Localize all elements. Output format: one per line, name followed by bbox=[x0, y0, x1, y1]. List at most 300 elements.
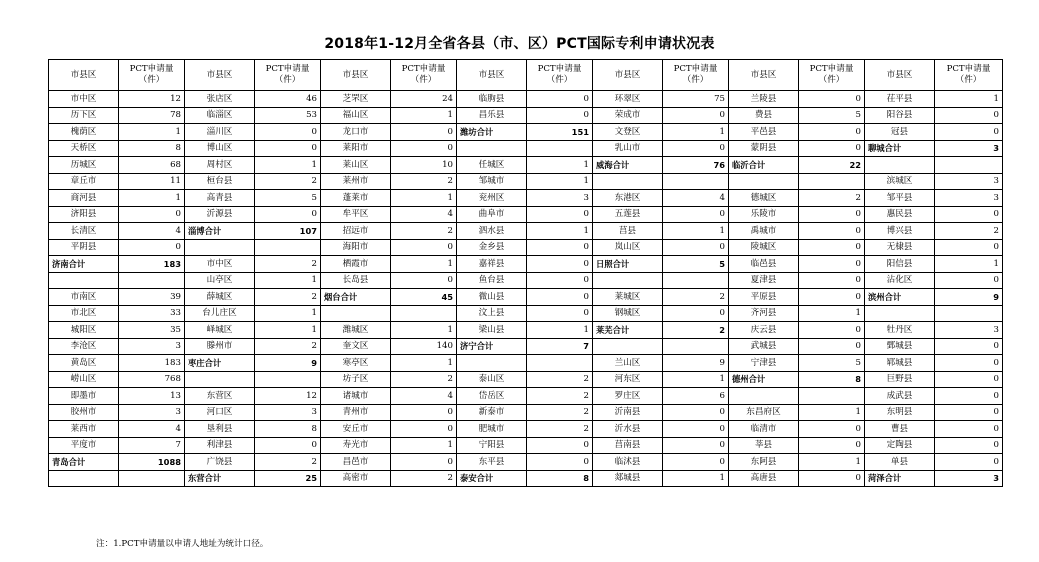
district-name: 市北区 bbox=[49, 305, 119, 322]
pct-count: 39 bbox=[119, 289, 185, 306]
district-name: 临沭县 bbox=[593, 454, 663, 471]
district-name: 东港区 bbox=[593, 190, 663, 207]
district-name: 寿光市 bbox=[321, 437, 391, 454]
district-name: 淄川区 bbox=[185, 124, 255, 141]
pct-count bbox=[255, 371, 321, 388]
pct-count: 2 bbox=[935, 223, 1003, 240]
district-name: 泰山区 bbox=[457, 371, 527, 388]
pct-count: 2 bbox=[391, 371, 457, 388]
header-name: 市县区 bbox=[729, 60, 799, 91]
table-body bbox=[49, 91, 1003, 487]
district-name: 成武县 bbox=[865, 388, 935, 405]
pct-count: 0 bbox=[799, 289, 865, 306]
subtotal-label: 济南合计 bbox=[49, 256, 119, 273]
district-name: 高密市 bbox=[321, 470, 391, 487]
district-name: 阳信县 bbox=[865, 256, 935, 273]
district-name: 嘉祥县 bbox=[457, 256, 527, 273]
district-name bbox=[593, 173, 663, 190]
pct-count: 2 bbox=[527, 404, 593, 421]
district-name: 平度市 bbox=[49, 437, 119, 454]
pct-count: 0 bbox=[391, 421, 457, 438]
subtotal-label: 枣庄合计 bbox=[185, 355, 255, 372]
district-name bbox=[49, 272, 119, 289]
district-name: 槐荫区 bbox=[49, 124, 119, 141]
pct-count: 0 bbox=[527, 206, 593, 223]
district-name: 郯城县 bbox=[593, 470, 663, 487]
district-name bbox=[593, 338, 663, 355]
district-name: 冠县 bbox=[865, 124, 935, 141]
district-name bbox=[729, 173, 799, 190]
district-name: 牟平区 bbox=[321, 206, 391, 223]
pct-count: 7 bbox=[119, 437, 185, 454]
district-name bbox=[593, 272, 663, 289]
pct-count: 0 bbox=[799, 322, 865, 339]
district-name: 钢城区 bbox=[593, 305, 663, 322]
page-title: 2018年1-12月全省各县（市、区）PCT国际专利申请状况表 bbox=[324, 36, 715, 52]
district-name: 岱岳区 bbox=[457, 388, 527, 405]
district-name: 芝罘区 bbox=[321, 91, 391, 108]
pct-count: 1 bbox=[255, 157, 321, 174]
subtotal-label: 青岛合计 bbox=[49, 454, 119, 471]
district-name: 沂南县 bbox=[593, 404, 663, 421]
header-row bbox=[49, 60, 1003, 91]
district-name: 东昌府区 bbox=[729, 404, 799, 421]
pct-count bbox=[935, 157, 1003, 174]
table-row bbox=[49, 404, 1003, 421]
table-row bbox=[49, 355, 1003, 372]
district-name bbox=[865, 305, 935, 322]
district-name: 莒县 bbox=[593, 223, 663, 240]
pct-count: 183 bbox=[119, 355, 185, 372]
pct-table bbox=[48, 59, 1003, 487]
district-name: 新泰市 bbox=[457, 404, 527, 421]
pct-count: 5 bbox=[799, 107, 865, 124]
pct-count: 4 bbox=[663, 190, 729, 207]
header-count-unit: （件） bbox=[410, 75, 437, 85]
header-count-unit: （件） bbox=[682, 75, 709, 85]
subtotal-label: 威海合计 bbox=[593, 157, 663, 174]
pct-count: 140 bbox=[391, 338, 457, 355]
pct-count: 1 bbox=[663, 124, 729, 141]
pct-count: 6 bbox=[663, 388, 729, 405]
pct-count: 0 bbox=[527, 107, 593, 124]
subtotal-value: 7 bbox=[527, 338, 593, 355]
header-count-unit: （件） bbox=[274, 75, 301, 85]
subtotal-label: 济宁合计 bbox=[457, 338, 527, 355]
pct-count bbox=[663, 338, 729, 355]
subtotal-label: 临沂合计 bbox=[729, 157, 799, 174]
pct-count: 0 bbox=[663, 140, 729, 157]
subtotal-value: 3 bbox=[935, 140, 1003, 157]
pct-count: 1 bbox=[663, 470, 729, 487]
subtotal-value: 76 bbox=[663, 157, 729, 174]
district-name: 任城区 bbox=[457, 157, 527, 174]
district-name: 武城县 bbox=[729, 338, 799, 355]
pct-count: 78 bbox=[119, 107, 185, 124]
pct-count: 0 bbox=[935, 107, 1003, 124]
district-name: 奎文区 bbox=[321, 338, 391, 355]
district-name: 宁阳县 bbox=[457, 437, 527, 454]
district-name: 福山区 bbox=[321, 107, 391, 124]
pct-count: 3 bbox=[935, 322, 1003, 339]
district-name: 乳山市 bbox=[593, 140, 663, 157]
district-name: 莱阳市 bbox=[321, 140, 391, 157]
pct-count: 2 bbox=[255, 173, 321, 190]
district-name bbox=[457, 140, 527, 157]
subtotal-value: 3 bbox=[935, 470, 1003, 487]
district-name: 平阴县 bbox=[49, 239, 119, 256]
district-name: 禹城市 bbox=[729, 223, 799, 240]
pct-count: 1 bbox=[527, 322, 593, 339]
district-name: 邹城市 bbox=[457, 173, 527, 190]
pct-count: 0 bbox=[527, 305, 593, 322]
district-name: 商河县 bbox=[49, 190, 119, 207]
district-name: 河口区 bbox=[185, 404, 255, 421]
district-name: 潍城区 bbox=[321, 322, 391, 339]
pct-count: 0 bbox=[255, 124, 321, 141]
pct-count: 0 bbox=[391, 454, 457, 471]
subtotal-label: 泰安合计 bbox=[457, 470, 527, 487]
table-row bbox=[49, 454, 1003, 471]
pct-count bbox=[527, 355, 593, 372]
subtotal-value: 5 bbox=[663, 256, 729, 273]
pct-count: 5 bbox=[255, 190, 321, 207]
pct-count: 2 bbox=[663, 289, 729, 306]
subtotal-value: 9 bbox=[935, 289, 1003, 306]
pct-count: 0 bbox=[255, 437, 321, 454]
pct-count: 0 bbox=[255, 140, 321, 157]
subtotal-value: 8 bbox=[799, 371, 865, 388]
district-name: 张店区 bbox=[185, 91, 255, 108]
table-row bbox=[49, 157, 1003, 174]
district-name: 城阳区 bbox=[49, 322, 119, 339]
district-name: 青州市 bbox=[321, 404, 391, 421]
pct-count: 2 bbox=[391, 173, 457, 190]
district-name: 夏津县 bbox=[729, 272, 799, 289]
pct-count: 0 bbox=[663, 404, 729, 421]
table-row bbox=[49, 124, 1003, 141]
pct-count: 0 bbox=[663, 107, 729, 124]
district-name: 招远市 bbox=[321, 223, 391, 240]
pct-count: 0 bbox=[799, 91, 865, 108]
header-name: 市县区 bbox=[865, 60, 935, 91]
pct-count: 12 bbox=[119, 91, 185, 108]
subtotal-value: 9 bbox=[255, 355, 321, 372]
district-name: 莱山区 bbox=[321, 157, 391, 174]
district-name: 天桥区 bbox=[49, 140, 119, 157]
pct-count: 3 bbox=[935, 190, 1003, 207]
subtotal-value: 1088 bbox=[119, 454, 185, 471]
pct-count: 0 bbox=[935, 421, 1003, 438]
pct-count: 13 bbox=[119, 388, 185, 405]
header-count bbox=[119, 60, 185, 91]
district-name: 沂水县 bbox=[593, 421, 663, 438]
pct-count: 4 bbox=[119, 421, 185, 438]
district-name: 临清市 bbox=[729, 421, 799, 438]
table-row bbox=[49, 272, 1003, 289]
district-name: 宁津县 bbox=[729, 355, 799, 372]
district-name bbox=[185, 371, 255, 388]
pct-count: 68 bbox=[119, 157, 185, 174]
table-row bbox=[49, 256, 1003, 273]
district-name: 巨野县 bbox=[865, 371, 935, 388]
pct-count: 2 bbox=[527, 421, 593, 438]
pct-count: 0 bbox=[527, 454, 593, 471]
district-name: 市南区 bbox=[49, 289, 119, 306]
district-name: 安丘市 bbox=[321, 421, 391, 438]
district-name: 龙口市 bbox=[321, 124, 391, 141]
district-name: 莱城区 bbox=[593, 289, 663, 306]
district-name: 栖霞市 bbox=[321, 256, 391, 273]
district-name: 高青县 bbox=[185, 190, 255, 207]
district-name: 临淄区 bbox=[185, 107, 255, 124]
table-row bbox=[49, 239, 1003, 256]
district-name: 周村区 bbox=[185, 157, 255, 174]
pct-count: 0 bbox=[527, 91, 593, 108]
pct-count: 1 bbox=[527, 157, 593, 174]
pct-count: 0 bbox=[799, 223, 865, 240]
table-row bbox=[49, 140, 1003, 157]
pct-count: 0 bbox=[935, 124, 1003, 141]
pct-count: 4 bbox=[391, 206, 457, 223]
pct-count: 1 bbox=[255, 322, 321, 339]
pct-count: 0 bbox=[799, 256, 865, 273]
district-name: 沾化区 bbox=[865, 272, 935, 289]
pct-count bbox=[255, 239, 321, 256]
table-row bbox=[49, 289, 1003, 306]
pct-count: 0 bbox=[935, 206, 1003, 223]
header-name: 市县区 bbox=[321, 60, 391, 91]
district-name: 岚山区 bbox=[593, 239, 663, 256]
pct-count: 0 bbox=[799, 239, 865, 256]
district-name bbox=[729, 388, 799, 405]
pct-count: 0 bbox=[799, 338, 865, 355]
district-name: 崂山区 bbox=[49, 371, 119, 388]
district-name: 阳谷县 bbox=[865, 107, 935, 124]
pct-count: 1 bbox=[119, 190, 185, 207]
district-name: 鄄城县 bbox=[865, 338, 935, 355]
pct-count bbox=[119, 470, 185, 487]
pct-count: 0 bbox=[799, 140, 865, 157]
pct-count: 1 bbox=[799, 305, 865, 322]
table-row bbox=[49, 91, 1003, 108]
district-name: 梁山县 bbox=[457, 322, 527, 339]
district-name: 章丘市 bbox=[49, 173, 119, 190]
pct-count bbox=[119, 272, 185, 289]
header-count bbox=[799, 60, 865, 91]
pct-count: 0 bbox=[799, 437, 865, 454]
district-name: 东营区 bbox=[185, 388, 255, 405]
district-name: 垦利县 bbox=[185, 421, 255, 438]
district-name: 邹平县 bbox=[865, 190, 935, 207]
subtotal-label: 莱芜合计 bbox=[593, 322, 663, 339]
table-row bbox=[49, 206, 1003, 223]
district-name: 曲阜市 bbox=[457, 206, 527, 223]
header-count-unit: （件） bbox=[138, 75, 165, 85]
header-count-label: PCT申请量 bbox=[946, 64, 991, 74]
pct-count: 1 bbox=[391, 256, 457, 273]
pct-count: 2 bbox=[391, 223, 457, 240]
pct-count: 2 bbox=[255, 338, 321, 355]
district-name bbox=[185, 239, 255, 256]
pct-count: 11 bbox=[119, 173, 185, 190]
pct-count: 0 bbox=[935, 239, 1003, 256]
pct-count: 0 bbox=[935, 404, 1003, 421]
pct-count bbox=[799, 173, 865, 190]
pct-count: 1 bbox=[391, 437, 457, 454]
pct-count: 8 bbox=[119, 140, 185, 157]
pct-count: 0 bbox=[663, 206, 729, 223]
pct-count: 1 bbox=[391, 190, 457, 207]
subtotal-label: 潍坊合计 bbox=[457, 124, 527, 141]
subtotal-label: 菏泽合计 bbox=[865, 470, 935, 487]
table-row bbox=[49, 338, 1003, 355]
pct-count: 3 bbox=[119, 338, 185, 355]
pct-count: 3 bbox=[255, 404, 321, 421]
table-row bbox=[49, 107, 1003, 124]
pct-count: 1 bbox=[663, 371, 729, 388]
pct-count: 0 bbox=[799, 470, 865, 487]
district-name: 利津县 bbox=[185, 437, 255, 454]
table-row bbox=[49, 421, 1003, 438]
pct-count: 0 bbox=[799, 206, 865, 223]
district-name: 广饶县 bbox=[185, 454, 255, 471]
pct-count: 2 bbox=[391, 470, 457, 487]
header-count-label: PCT申请量 bbox=[265, 64, 310, 74]
subtotal-value: 151 bbox=[527, 124, 593, 141]
pct-count: 1 bbox=[255, 272, 321, 289]
subtotal-label: 聊城合计 bbox=[865, 140, 935, 157]
district-name: 牡丹区 bbox=[865, 322, 935, 339]
header-count-unit: （件） bbox=[955, 75, 982, 85]
district-name: 金乡县 bbox=[457, 239, 527, 256]
district-name: 即墨市 bbox=[49, 388, 119, 405]
pct-count: 1 bbox=[527, 223, 593, 240]
table-row bbox=[49, 371, 1003, 388]
table-row bbox=[49, 190, 1003, 207]
pct-count: 24 bbox=[391, 91, 457, 108]
district-name: 茌平县 bbox=[865, 91, 935, 108]
district-name: 峄城区 bbox=[185, 322, 255, 339]
pct-count: 1 bbox=[391, 107, 457, 124]
district-name: 市中区 bbox=[49, 91, 119, 108]
subtotal-value: 8 bbox=[527, 470, 593, 487]
header-name: 市县区 bbox=[49, 60, 119, 91]
district-name: 肥城市 bbox=[457, 421, 527, 438]
subtotal-label: 德州合计 bbox=[729, 371, 799, 388]
pct-count: 3 bbox=[935, 173, 1003, 190]
district-name: 高唐县 bbox=[729, 470, 799, 487]
district-name: 德城区 bbox=[729, 190, 799, 207]
district-name: 东平县 bbox=[457, 454, 527, 471]
header-name: 市县区 bbox=[185, 60, 255, 91]
district-name: 莘县 bbox=[729, 437, 799, 454]
header-name: 市县区 bbox=[457, 60, 527, 91]
pct-count: 768 bbox=[119, 371, 185, 388]
district-name: 郓城县 bbox=[865, 355, 935, 372]
district-name: 平邑县 bbox=[729, 124, 799, 141]
pct-count: 0 bbox=[663, 421, 729, 438]
pct-count: 0 bbox=[119, 206, 185, 223]
district-name: 莱州市 bbox=[321, 173, 391, 190]
district-name: 历下区 bbox=[49, 107, 119, 124]
district-name: 文登区 bbox=[593, 124, 663, 141]
district-name: 齐河县 bbox=[729, 305, 799, 322]
pct-count bbox=[663, 173, 729, 190]
pct-count bbox=[799, 388, 865, 405]
pct-count: 9 bbox=[663, 355, 729, 372]
district-name bbox=[49, 470, 119, 487]
district-name: 庆云县 bbox=[729, 322, 799, 339]
header-count-label: PCT申请量 bbox=[129, 64, 174, 74]
pct-count: 5 bbox=[799, 355, 865, 372]
district-name: 胶州市 bbox=[49, 404, 119, 421]
district-name: 沂源县 bbox=[185, 206, 255, 223]
district-name: 长岛县 bbox=[321, 272, 391, 289]
district-name: 环翠区 bbox=[593, 91, 663, 108]
district-name: 海阳市 bbox=[321, 239, 391, 256]
district-name: 昌邑市 bbox=[321, 454, 391, 471]
pct-count: 0 bbox=[391, 239, 457, 256]
pct-count: 35 bbox=[119, 322, 185, 339]
district-name: 滕州市 bbox=[185, 338, 255, 355]
district-name: 临邑县 bbox=[729, 256, 799, 273]
subtotal-label: 东营合计 bbox=[185, 470, 255, 487]
district-name: 山亭区 bbox=[185, 272, 255, 289]
district-name: 昌乐县 bbox=[457, 107, 527, 124]
district-name: 罗庄区 bbox=[593, 388, 663, 405]
header-count-unit: （件） bbox=[546, 75, 573, 85]
header-count bbox=[255, 60, 321, 91]
subtotal-value: 22 bbox=[799, 157, 865, 174]
header-count bbox=[663, 60, 729, 91]
district-name: 蓬莱市 bbox=[321, 190, 391, 207]
pct-count: 2 bbox=[255, 289, 321, 306]
subtotal-label: 淄博合计 bbox=[185, 223, 255, 240]
subtotal-label: 滨州合计 bbox=[865, 289, 935, 306]
subtotal-label: 日照合计 bbox=[593, 256, 663, 273]
district-name: 无棣县 bbox=[865, 239, 935, 256]
pct-count: 33 bbox=[119, 305, 185, 322]
subtotal-value: 107 bbox=[255, 223, 321, 240]
district-name: 李沧区 bbox=[49, 338, 119, 355]
header-count bbox=[527, 60, 593, 91]
subtotal-value: 25 bbox=[255, 470, 321, 487]
pct-count bbox=[935, 305, 1003, 322]
district-name: 陵城区 bbox=[729, 239, 799, 256]
district-name: 定陶县 bbox=[865, 437, 935, 454]
district-name: 历城区 bbox=[49, 157, 119, 174]
table-row bbox=[49, 173, 1003, 190]
header-count-label: PCT申请量 bbox=[809, 64, 854, 74]
pct-count: 1 bbox=[527, 173, 593, 190]
header-count-label: PCT申请量 bbox=[401, 64, 446, 74]
header-name: 市县区 bbox=[593, 60, 663, 91]
district-name: 单县 bbox=[865, 454, 935, 471]
district-name: 乐陵市 bbox=[729, 206, 799, 223]
subtotal-value: 183 bbox=[119, 256, 185, 273]
pct-count: 46 bbox=[255, 91, 321, 108]
pct-count: 0 bbox=[799, 272, 865, 289]
district-name: 莱西市 bbox=[49, 421, 119, 438]
district-name: 微山县 bbox=[457, 289, 527, 306]
header-count bbox=[935, 60, 1003, 91]
pct-count: 0 bbox=[935, 272, 1003, 289]
district-name: 泗水县 bbox=[457, 223, 527, 240]
district-name: 汶上县 bbox=[457, 305, 527, 322]
district-name: 坊子区 bbox=[321, 371, 391, 388]
district-name: 黄岛区 bbox=[49, 355, 119, 372]
